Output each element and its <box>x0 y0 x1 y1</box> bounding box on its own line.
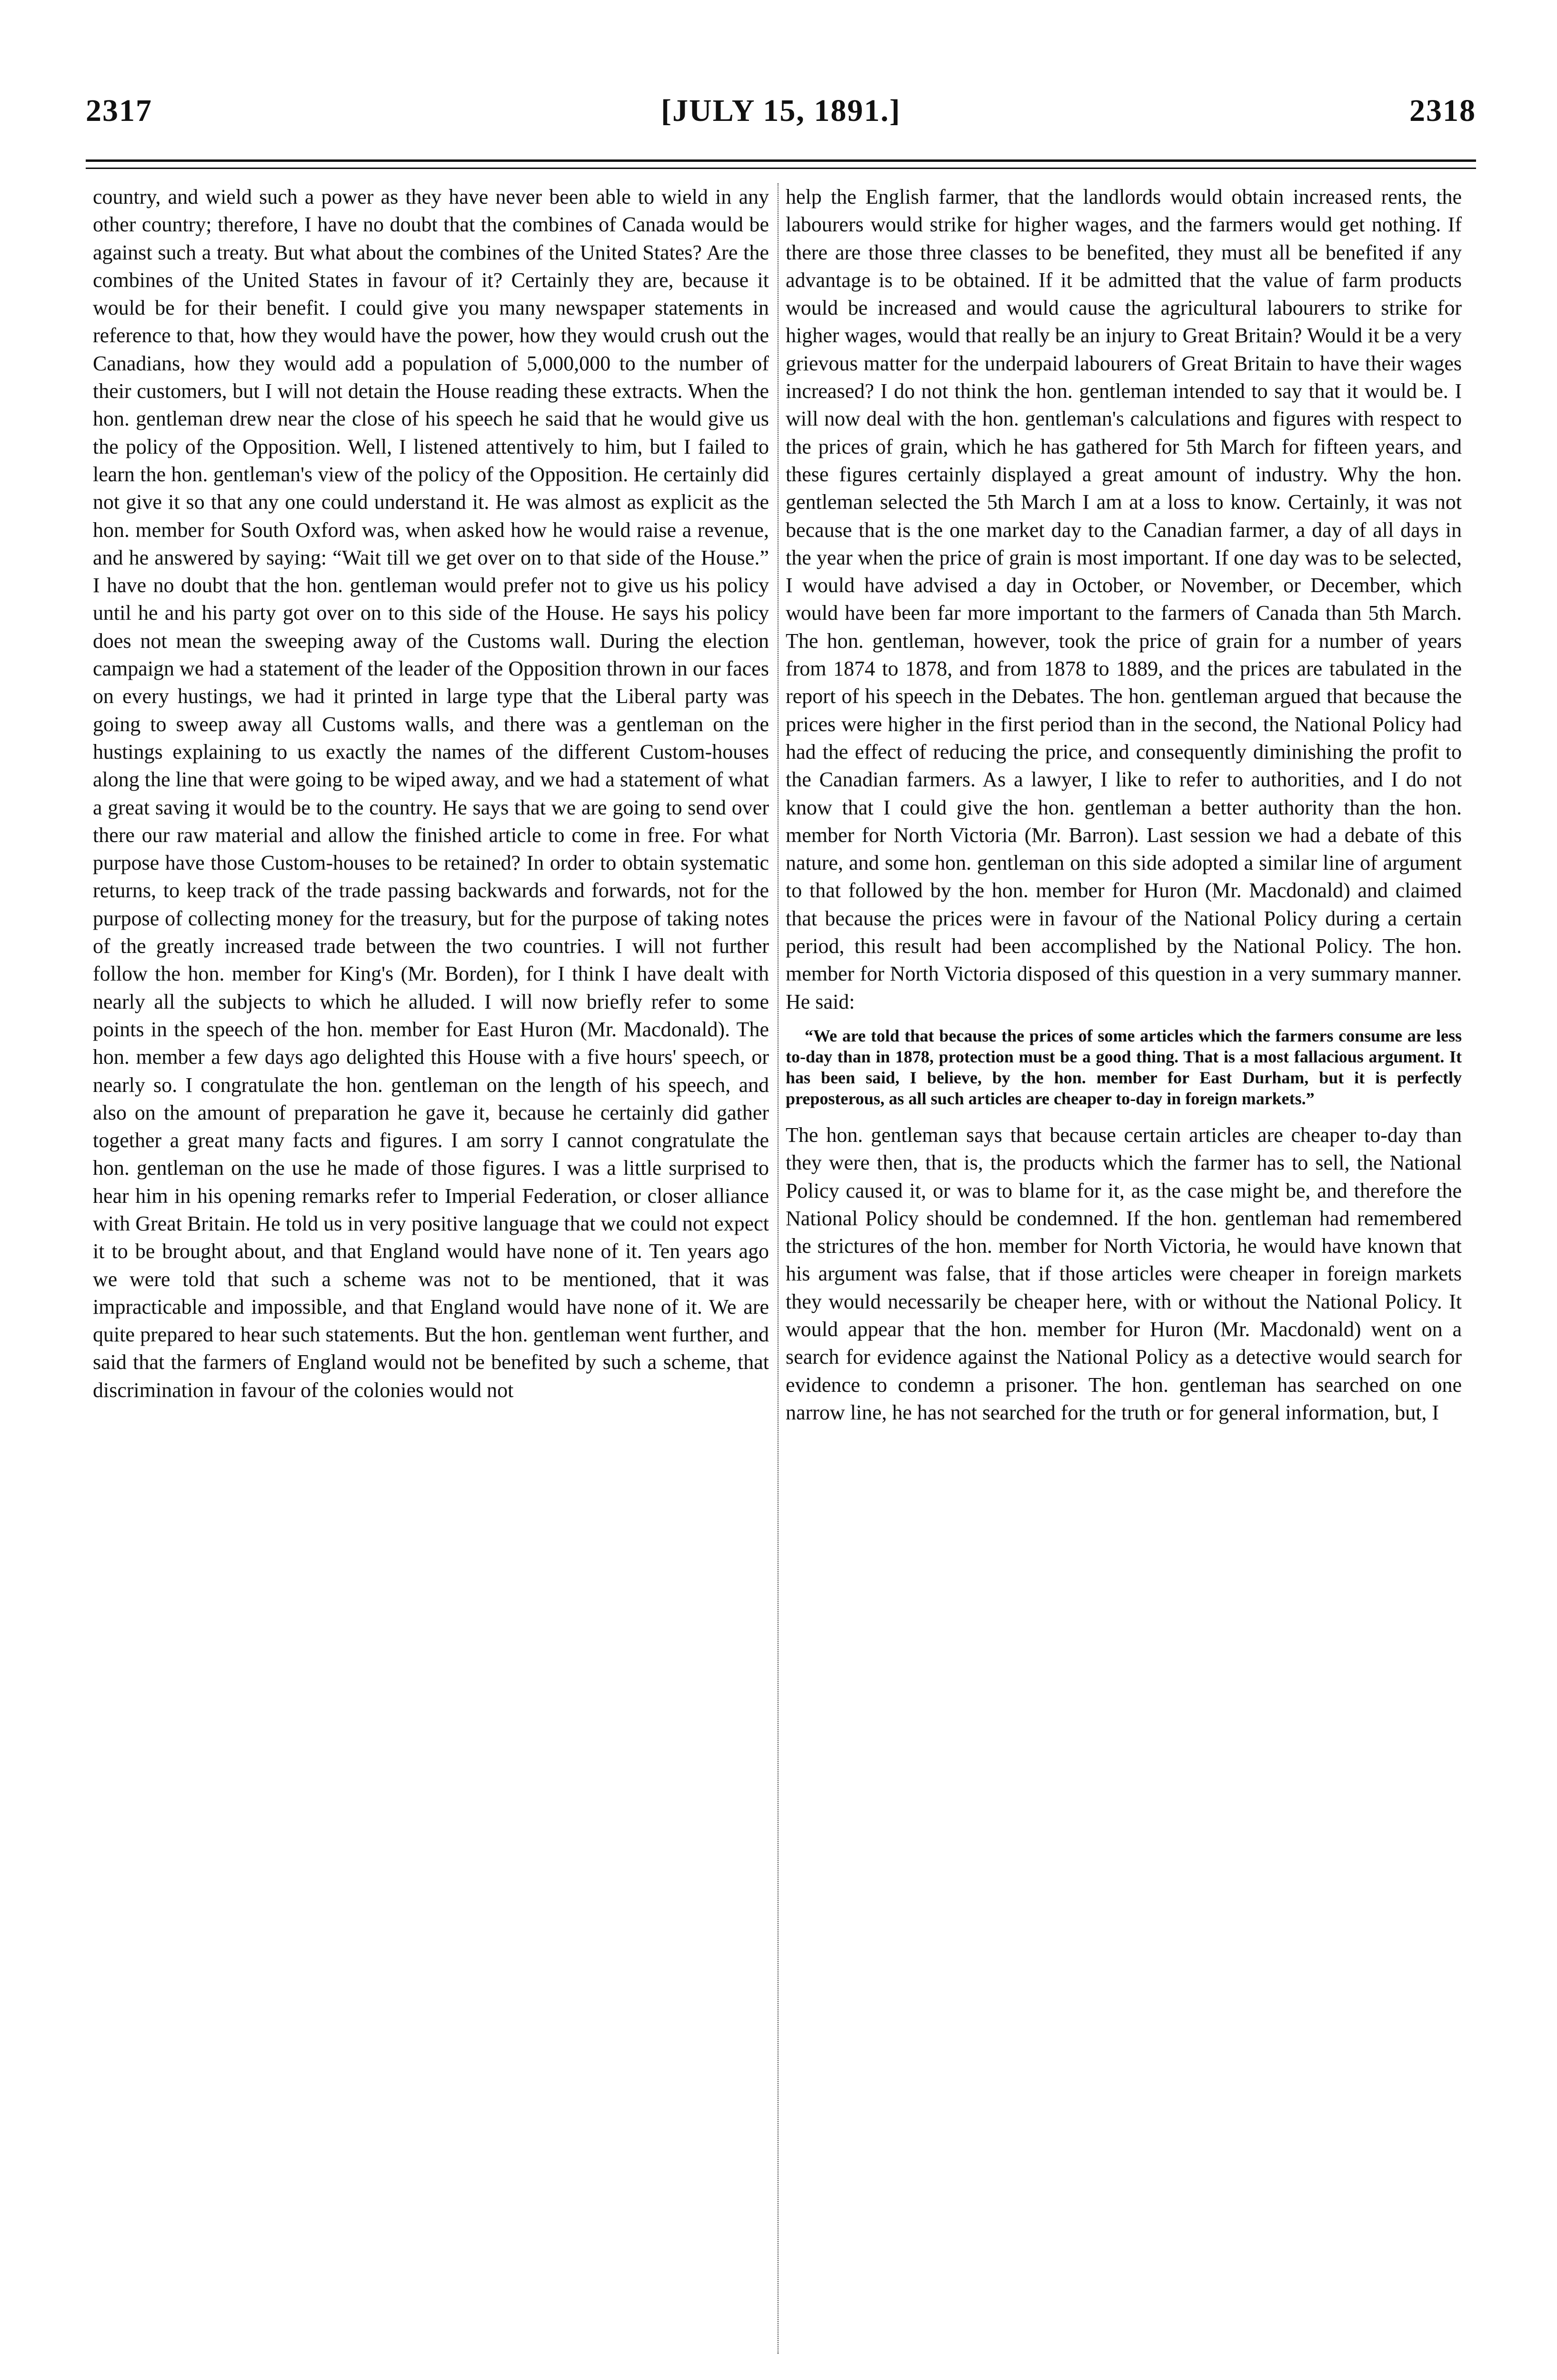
page-number-right: 2318 <box>1409 93 1476 128</box>
right-column-quote: “We are told that because the prices of some articles which the farmers consume are less to-day than in 1878, protection must be a good thing. That is a most fallacious argument. It has been said, I believe, by the hon. member for East Durham, but it is perfectly preposterous, as all such articles are cheaper to-day in foreign markets.” <box>786 1026 1462 1108</box>
right-column-continuation: The hon. gentleman says that because certain articles are cheaper to-day than they were then, that is, the products which the farmer has to sell, the National Policy caused it, or was to blame for it, as the case might be, and therefore the National Policy should be condemned. If the hon. gentleman had remembered the strictures of the hon. member for North Victoria, he would have known that his argument was false, that if those articles were cheaper in foreign markets they would necessarily be cheaper here, with or without the National Policy. It would appear that the hon. member for Huron (Mr. Macdonald) went on a search for evidence against the National Policy as a detective would search for evidence to condemn a prisoner. The hon. gentleman has searched on one narrow line, he has not searched for the truth or for general information, but, I <box>786 1123 1462 1424</box>
left-column-text: country, and wield such a power as they have never been able to wield in any other country; therefore, I have no doubt that the combines of Canada would be against such a treaty. But what about the combines of the United States? Are the combines of the United States in favour of it? Certainly they are, because it would be for their benefit. I could give you many newspaper statements in reference to that, how they would have the power, how they would crush out the Canadians, how they would add a population of 5,000,000 to the number of their customers, but I will not detain the House reading these extracts. When the hon. gentleman drew near the close of his speech he said that he would give us the policy of the Opposition. Well, I listened attentively to him, but I failed to learn the hon. gentleman's view of the policy of the Opposition. He certainly did not give it so that any one could understand it. He was almost as explicit as the hon. member for South Oxford was, when asked how he would raise a revenue, and he answered by saying: “Wait till we get over on to that side of the House.” I have no doubt that the hon. gentleman would prefer not to give us his policy until he and his party got over on to this side of the House. He says his policy does not mean the sweeping away of the Customs wall. During the election campaign we had a statement of the leader of the Opposition thrown in our faces on every hustings, we had it printed in large type that the Liberal party was going to sweep away all Customs walls, and there was a gentleman on the hustings explaining to us exactly the names of the different Custom-houses along the line that were going to be wiped away, and we had a statement of what a great saving it would be to the country. He says that we are going to send over there our raw material and allow the finished article to come in free. For what purpose have those Custom-houses to be retained? In order to obtain systematic returns, to keep track of the trade passing backwards and forwards, not for the purpose of collecting money for the treasury, but for the purpose of taking notes of the greatly increased trade between the two countries. I will not further follow the hon. member for King's (Mr. Borden), for I think I have dealt with nearly all the subjects to which he alluded. I will now briefly refer to some points in the speech of the hon. member for East Huron (Mr. Macdonald). The hon. member a few days ago delighted this House with a five hours' speech, or nearly so. I congratulate the hon. gentleman on the length of his speech, and also on the amount of preparation he gave it, because he certainly did gather together a great many facts and figures. I am sorry I cannot congratulate the hon. gentleman on the use he made of those figures. I was a little surprised to hear him in his opening remarks refer to Imperial Federation, or closer alliance with Great Britain. He told us in very positive language that we could not expect it to be brought about, and that England would have none of it. Ten years ago we were told that such a scheme was not to be mentioned, that it was impracticable and impossible, and that England would have none of it. We are quite prepared to hear such statements. But the hon. gentleman went further, and said that the farmers of England would not be benefited by such a scheme, that discrimination in favour of the colonies would not <box>93 185 769 1402</box>
right-column <box>786 183 1462 2354</box>
left-column <box>93 183 769 2354</box>
page-date: [JULY 15, 1891.] <box>661 93 901 128</box>
header-rule-thin <box>86 168 1476 169</box>
header-rule-thick <box>86 159 1476 162</box>
page-number-left: 2317 <box>86 93 152 128</box>
right-column-paragraph: help the English farmer, that the landlords would obtain increased rents, the labourers would strike for higher wages, and the farmers would get nothing. If there are those three classes to be benefited, they must all be benefited if any advantage is to be obtained. If it be admitted that the value of farm products would be increased and would cause the agricultural labourers to strike for higher wages, would that really be an injury to Great Britain? Would it be a very grievous matter for the underpaid labourers of Great Britain to have their wages increased? I do not think the hon. gentleman intended to say that it would be. I will now deal with the hon. gentleman's calculations and figures with respect to the prices of grain, which he has gathered for 5th March for fifteen years, and these figures certainly displayed a great amount of industry. Why the hon. gentleman selected the 5th March I am at a loss to know. Certainly, it was not because that is the one market day to the Canadian farmer, a day of all days in the year when the price of grain is most important. If one day was to be selected, I would have advised a day in October, or November, or December, which would have been far more important to the farmers of Canada than 5th March. The hon. gentleman, however, took the price of grain for a number of years from 1874 to 1878, and from 1878 to 1889, and the prices are tabulated in the report of his speech in the Debates. The hon. gentleman argued that because the prices were higher in the first period than in the second, the National Policy had had the effect of reducing the price, and consequently diminishing the profit to the Canadian farmers. As a lawyer, I like to refer to authorities, and I do not know that I could give the hon. gentleman a better authority than the hon. member for North Victoria (Mr. Barron). Last session we had a debate of this nature, and some hon. gentleman on this side adopted a similar line of argument to that followed by the hon. member for Huron (Mr. Macdonald) and claimed that because the prices were in favour of the National Policy during a certain period, this result had been accomplished by the National Policy. The hon. member for North Victoria disposed of this question in a very summary manner. He said: <box>786 185 1462 1013</box>
page-header <box>86 88 1476 150</box>
